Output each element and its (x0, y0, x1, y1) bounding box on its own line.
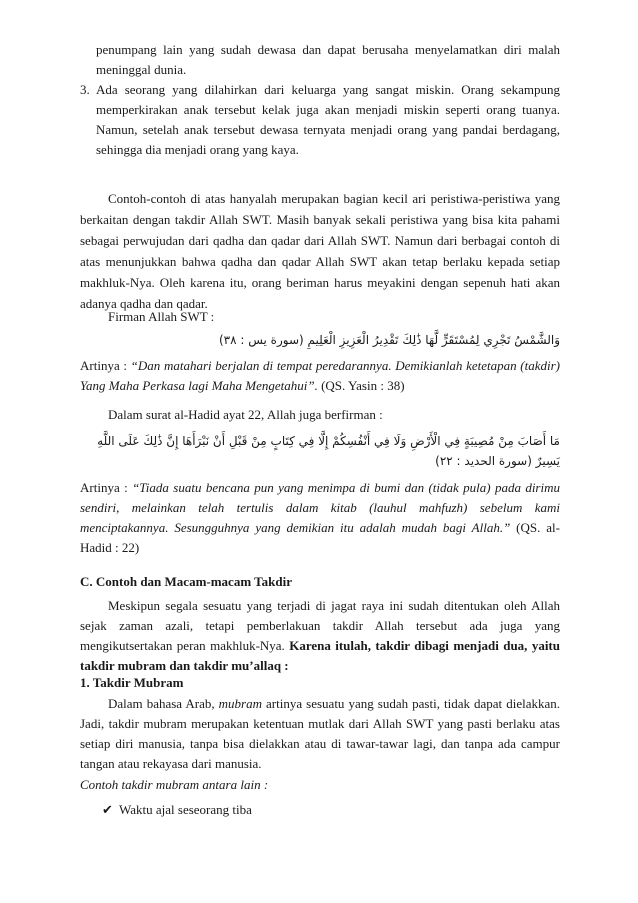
check-list-item-text: Waktu ajal seseorang tiba (119, 802, 252, 817)
firman-label-text: Firman Allah SWT : (108, 309, 215, 324)
paragraph-block (80, 188, 560, 314)
list-item-text: penumpang lain yang sudah dewasa dan dapat berusaha menyelamatkan diri malah meninggal dunia. (96, 42, 560, 77)
paragraph-takdir-intro: Contoh-contoh di atas hanyalah merupakan bagian kecil ari peristiwa-peristiwa yang berkaitan dengan takdir Allah SWT. Masih banyak sekali peristiwa yang bisa kita pahami sebagai perwujudan dari qadha dan qadar dari Allah SWT. Namun dari berbagai contoh di atas menunjukkan bahwa qadha dan qadar Allah SWT akan tetap berlaku kepada setiap makhluk-Nya. Oleh karena itu, orang beriman harus meyakini dengan sepenuh hati akan adanya qadha dan qadar. (80, 191, 560, 311)
list-item-text: Ada seorang yang dilahirkan dari keluarga yang sangat miskin. Orang sekampung memperkirakan anak tersebut kelak juga akan menjadi miskin seperti orang tuanya. Namun, setelah anak tersebut dewasa ternyata menjadi orang yang pandai berdagang, sehingga dia menjadi orang yang kaya. (96, 82, 560, 157)
section-heading (80, 572, 560, 592)
translation-text: “Dan matahari berjalan di tempat peredarannya. Demikianlah ketetapan (takdir) Yang Maha Perkasa lagi Maha Mengetahui”. (80, 358, 560, 393)
arabic-verse-text: وَالشَّمْسُ تَجْرِي لِمُسْتَقَرٍّ لَّهَا ذَٰلِكَ تَقْدِيرُ الْعَزِيزِ الْعَلِيمِ (سورة يس : ٣٨) (218, 333, 560, 347)
translation-1 (80, 356, 560, 396)
arabic-verse-2 (80, 431, 560, 471)
translation-text: “Tiada suatu bencana pun yang menimpa di bumi dan (tidak pula) pada dirimu sendiri, melainkan telah tertulis dalam kitab (lauhul mahfuzh) sebelum kami menciptakannya. Sesungguhnya yang demikian itu adalah mudah bagi Allah.” (80, 480, 560, 535)
firman-label-text: Dalam surat al-Hadid ayat 22, Allah juga berfirman : (108, 407, 383, 422)
numbered-list (80, 40, 560, 160)
list-item (80, 80, 560, 160)
artinya-label: Artinya : (80, 480, 133, 495)
firman-label-2 (80, 405, 560, 425)
paragraph-bold-text: Karena itulah, takdir dibagi menjadi dua, yaitu takdir mubram dan takdir mu’allaq : (80, 638, 560, 673)
firman-label-1 (80, 307, 560, 327)
check-list-item (80, 800, 560, 820)
list-item-number: 3. (80, 82, 90, 97)
arabic-verse-1 (80, 330, 560, 350)
contoh-label-text: Contoh takdir mubram antara lain : (80, 777, 269, 792)
sub-heading-takdir-mubram: 1. Takdir Mubram (80, 675, 184, 690)
section-c-heading: C. Contoh dan Macam-macam Takdir (80, 574, 292, 589)
paragraph-text: Meskipun segala sesuatu yang terjadi di jagat raya ini sudah ditentukan oleh Allah sejak zaman azali, tetapi pemberlakuan takdir Allah tersebut ada juga yang mengikutsertakan peran makhluk-Nya. (80, 598, 560, 653)
verse-reference: (QS. al-Hadid : 22) (80, 520, 560, 555)
checkmark-icon: ✔ (102, 802, 113, 817)
paragraph-italic-term: mubram (218, 696, 262, 711)
translation-2 (80, 478, 560, 558)
paragraph-text: artinya sesuatu yang sudah pasti, tidak dapat dielakkan. Jadi, takdir mubram merupakan ketentuan mutlak dari Allah SWT yang pasti berlaku atas setiap diri manusia, tanpa bisa dielakkan atau di tawar-tawar lagi, dan tanpa ada campur tangan atau rekayasa dari manusia. (80, 696, 560, 771)
paragraph-text: Dalam bahasa Arab, (108, 696, 219, 711)
artinya-label: Artinya : (80, 358, 131, 373)
arabic-verse-text: مَا أَصَابَ مِنْ مُصِيبَةٍ فِي الْأَرْضِ وَلَا فِي أَنْفُسِكُمْ إِلَّا فِي كِتَابٍ مِنْ قَبْلِ أَنْ نَبْرَأَهَا إِنَّ ذَٰلِكَ عَلَى اللَّهِ يَسِيرٌ (سورة الحديد : ٢٢) (97, 434, 560, 468)
list-item (80, 40, 560, 80)
paragraph-block (80, 596, 560, 676)
paragraph-block (80, 694, 560, 774)
verse-reference: (QS. Yasin : 38) (317, 378, 405, 393)
check-list (80, 800, 560, 820)
sub-heading (80, 673, 560, 693)
contoh-label (80, 775, 560, 795)
